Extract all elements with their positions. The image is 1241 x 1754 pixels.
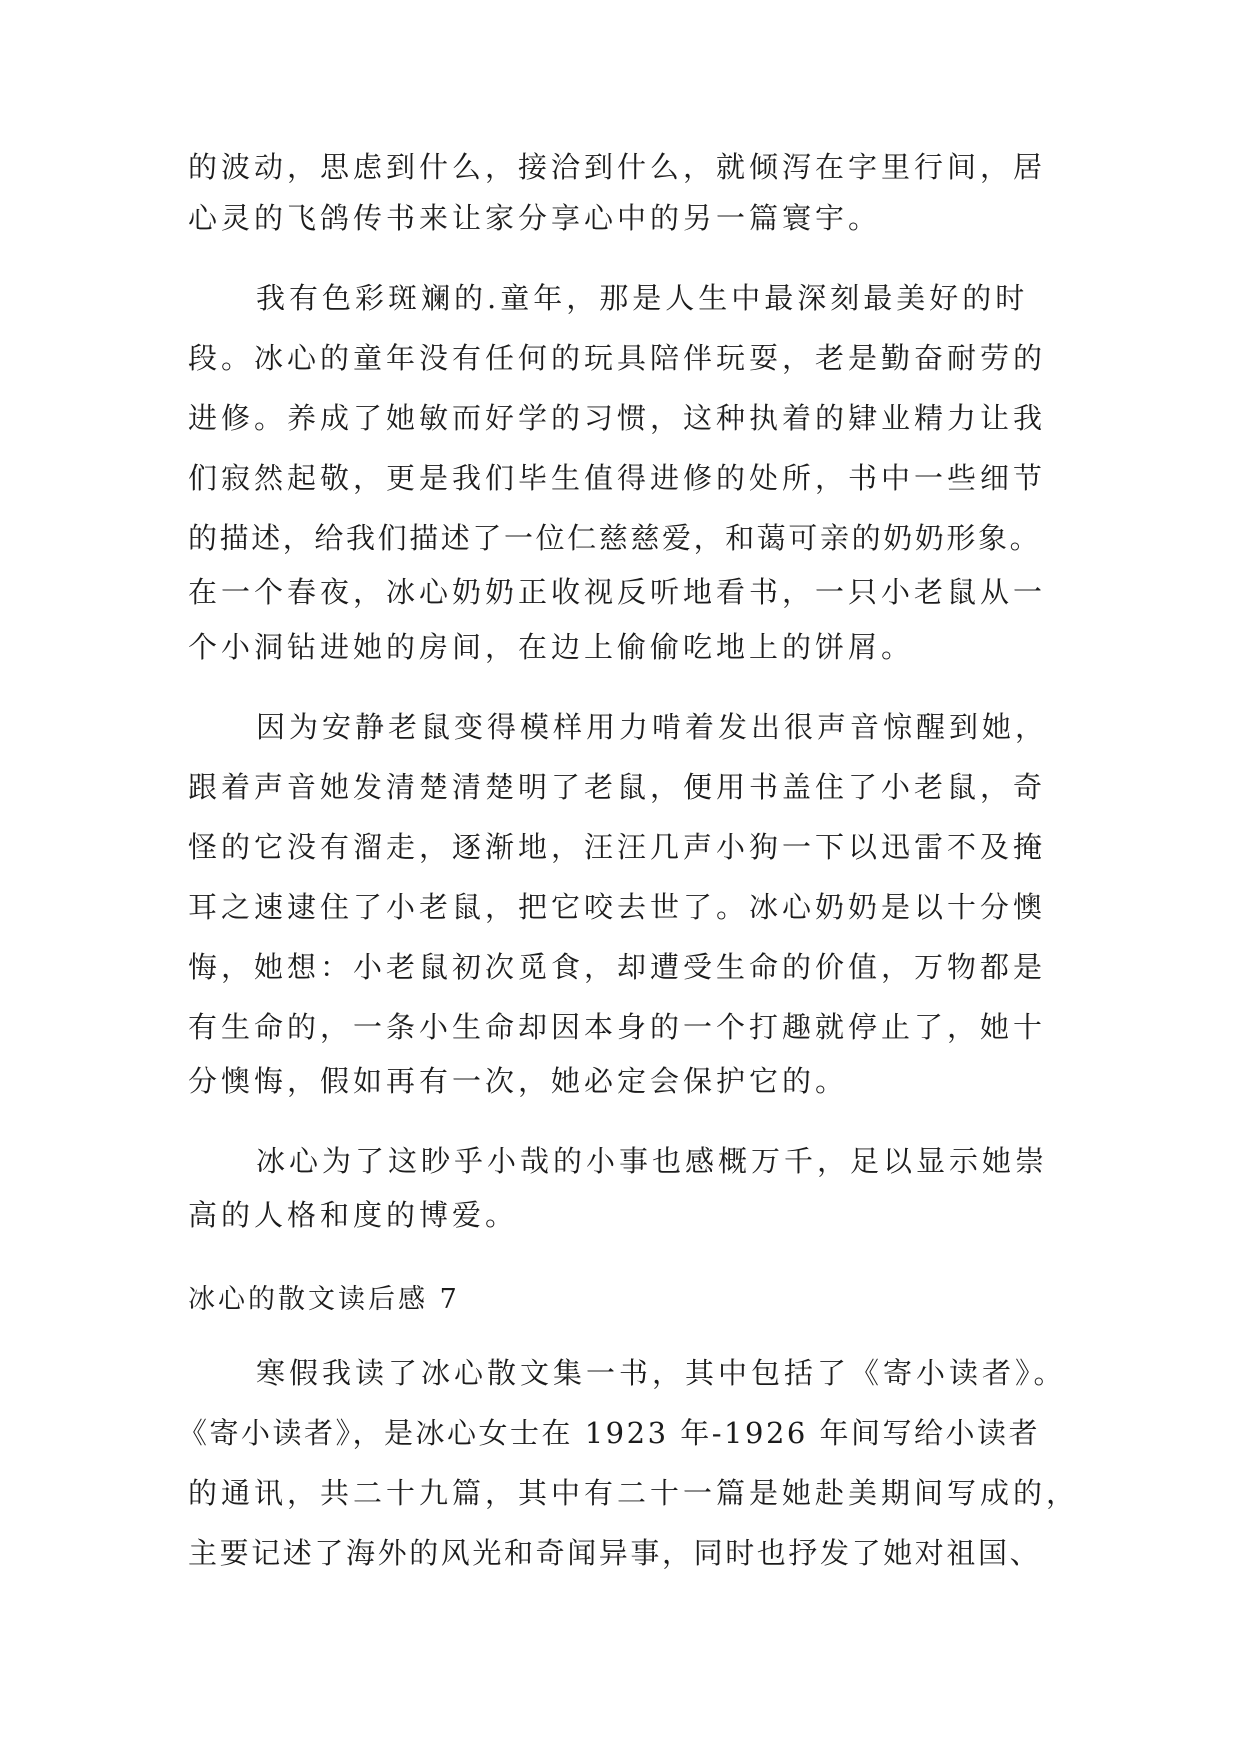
text-line: 《寄小读者》，是冰心女士在 1923 年-1926 年间写给小读者 bbox=[178, 1416, 1041, 1450]
text-line: 的通讯，共二十九篇，其中有二十一篇是她赴美期间写成的， bbox=[188, 1476, 1080, 1510]
text-line: 我有色彩斑斓的.童年，那是人生中最深刻最美好的时 bbox=[256, 281, 1029, 315]
text-line: 个小洞钻进她的房间，在边上偷偷吃地上的饼屑。 bbox=[188, 630, 915, 664]
text-line: 高的人格和度的博爱。 bbox=[188, 1198, 519, 1232]
text-line: 耳之速逮住了小老鼠，把它咬去世了。冰心奶奶是以十分懊 bbox=[188, 890, 1047, 924]
text-line: 的波动，思虑到什么，接洽到什么，就倾泻在字里行间，居 bbox=[188, 150, 1047, 184]
text-line: 进修。养成了她敏而好学的习惯，这种执着的肄业精力让我 bbox=[188, 401, 1047, 435]
section-heading: 冰心的散文读后感 7 bbox=[188, 1284, 460, 1315]
text-line: 心灵的飞鸽传书来让家分享心中的另一篇寰宇。 bbox=[188, 201, 882, 235]
text-line: 主要记述了海外的风光和奇闻异事，同时也抒发了她对祖国、 bbox=[188, 1536, 1042, 1570]
text-line: 段。冰心的童年没有任何的玩具陪伴玩耍，老是勤奋耐劳的 bbox=[188, 341, 1047, 375]
text-line: 跟着声音她发清楚清楚明了老鼠，便用书盖住了小老鼠，奇 bbox=[188, 770, 1047, 804]
text-line: 因为安静老鼠变得模样用力啃着发出很声音惊醒到她， bbox=[256, 710, 1049, 744]
text-line: 冰心为了这眇乎小哉的小事也感概万千，足以显示她崇 bbox=[256, 1144, 1049, 1178]
text-line: 分懊悔，假如再有一次，她必定会保护它的。 bbox=[188, 1064, 849, 1098]
text-line: 悔，她想：小老鼠初次觅食，却遭受生命的价值，万物都是 bbox=[188, 950, 1047, 984]
text-line: 在一个春夜，冰心奶奶正收视反听地看书，一只小老鼠从一 bbox=[188, 575, 1047, 609]
text-line: 们寂然起敬，更是我们毕生值得进修的处所，书中一些细节 bbox=[188, 461, 1047, 495]
text-line: 的描述，给我们描述了一位仁慈慈爱，和蔼可亲的奶奶形象。 bbox=[188, 521, 1042, 555]
text-line: 寒假我读了冰心散文集一书，其中包括了《寄小读者》。 bbox=[256, 1356, 1067, 1390]
text-line: 怪的它没有溜走，逐渐地，汪汪几声小狗一下以迅雷不及掩 bbox=[188, 830, 1047, 864]
text-line: 有生命的，一条小生命却因本身的一个打趣就停止了，她十 bbox=[188, 1010, 1047, 1044]
